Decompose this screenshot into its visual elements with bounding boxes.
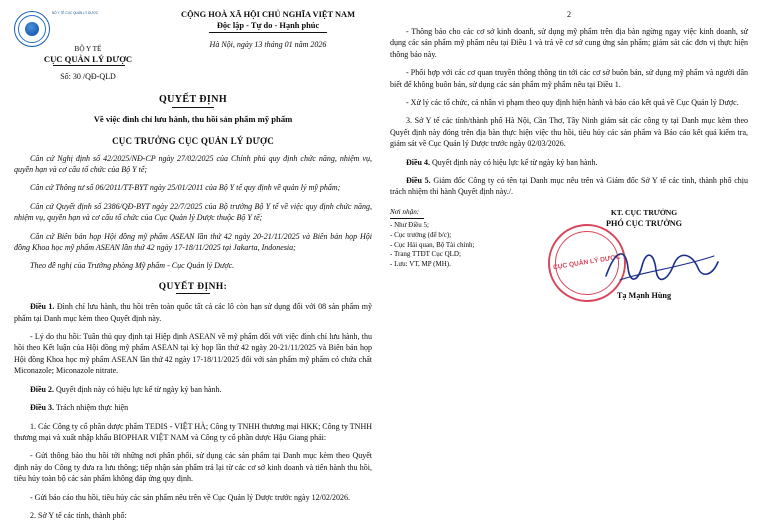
page-number: 2 [567,10,571,19]
agency-underline [53,65,125,66]
article-paragraph [390,97,748,108]
emblem-core [25,22,39,36]
recipient-item: - Cục trưởng (để b/c); [390,231,452,240]
motto-underline [209,32,327,33]
article-paragraph [14,510,372,521]
signer-role-line2: PHÓ CỤC TRƯỞNG [606,218,682,228]
recipients-list [390,208,540,270]
recipient-item: - Lưu: VT, MP (MH). [390,259,451,268]
preamble-paragraph: Theo đề nghị của Trưởng phòng Mỹ phẩm - Cục Quản lý Dược. [30,261,235,271]
article-text: Giám đốc Công ty có tên tại Danh mục nêu trên và Giám đốc Sở Y tế các tỉnh, thành phố chịu trách nhiệm thi hành Quyết định này./. [390,176,749,197]
decides-underline [176,293,210,294]
article-text: - Gửi thông báo thu hồi tới những nơi phân phối, sử dụng các sản phẩm tại Danh mục kèm theo Quyết định này do Công ty đưa ra lưu thông; tiếp nhận sản phẩm trả lại từ các cơ sở kinh doanh và tiến hành thu hồi, tiêu hủy toàn bộ các sản phẩm không đáp ứng quy định. [14,451,372,484]
article-paragraph [14,331,372,377]
article-label: Điều 2. [30,384,54,394]
article-paragraph [390,26,748,60]
article-text: - Phối hợp với các cơ quan truyền thông thông tin tới các cơ sở buôn bán, sử dụng mỹ phẩm và người dân biết để không buôn bán, sử dụng các sản phẩm mỹ phẩm nêu tại Điều 1. [390,68,748,89]
signature-block [390,208,748,300]
article-paragraph [390,115,748,149]
article-label: Điều 1. [30,302,55,312]
article-paragraph [14,384,372,395]
preamble-paragraph: Căn cứ Quyết định số 2386/QĐ-BYT ngày 22/7/2025 của Bộ trưởng Bộ Y tế về việc quy định chức năng, nhiệm vụ, quyền hạn và cơ cấu tổ chức của Cục Quản lý Dược thuộc Bộ Y tế; [14,201,372,223]
decision-title-underline [172,107,214,108]
recipients-underline [390,218,424,219]
recipient-item: - Cục Hải quan, Bộ Tài chính; [390,240,475,249]
article-text: 1. Các Công ty cổ phần dược phẩm TEDIS - VIỆT HÀ; Công ty TNHH thương mại HKK; Công ty TNHH thương mại và xuất nhập khẩu BIOPHAR VIỆT NAM và Công ty cổ phần dược Hậu Giang phải: [14,421,372,442]
document-column-left [14,10,372,520]
article-paragraph [390,157,748,168]
article-paragraph [390,67,748,90]
article-text: 3. Sở Y tế các tỉnh/thành phố Hà Nội, Cần Thơ, Tây Ninh giám sát các công ty tại Danh mục kèm theo Quyết định này đóng trên địa bàn thực hiện việc thu hồi, tiêu hủy các sản phẩm và Báo cáo kết quả kiểm tra, giám sát về Cục Quản lý Dược trước ngày 02/03/2026. [390,116,748,149]
preamble-paragraph: Căn cứ Nghị định số 42/2025/NĐ-CP ngày 27/02/2025 của Chính phủ quy định chức năng, nhiệm vụ, quyền hạn và cơ cấu tổ chức của Bộ Y tế; [14,153,372,174]
article-paragraph [14,450,372,484]
article-text: Trách nhiệm thực hiện [54,403,129,413]
article-text: Quyết định này có hiệu lực kể từ ngày ký ban hành. [54,384,222,394]
article-paragraph [14,492,372,503]
document-column-right [390,10,748,492]
article-label: Điều 4. [406,157,430,167]
preamble-paragraph: Căn cứ Thông tư số 06/2011/TT-BYT ngày 25/01/2011 của Bộ Y tế quy định về quản lý mỹ phẩm; [30,183,341,193]
nation-title: CỘNG HOÀ XÃ HỘI CHỦ NGHĨA VIỆT NAM [181,10,355,19]
article-text: Quyết định này có hiệu lực kể từ ngày ký ban hành. [430,157,598,167]
agency-name: CỤC QUẢN LÝ DƯỢC [43,54,133,64]
decision-title: QUYẾT ĐỊNH [159,94,227,105]
signer-role-line1: KT. CỤC TRƯỞNG [610,207,678,217]
document-number: Số: 30 /QĐ-QLD [60,72,116,81]
document-header [14,10,372,81]
article-text: - Xử lý các tổ chức, cá nhân vi phạm theo quy định hiện hành và báo cáo kết quả về Cục Quản lý Dược. [406,98,739,108]
emblem-caption: BỘ Y TẾ CỤC QUẢN LÝ DƯỢC [52,11,99,15]
issuer-title: CỤC TRƯỞNG CỤC QUẢN LÝ DƯỢC [112,135,274,146]
ministry-emblem-icon [14,11,50,47]
nation-motto: Độc lập - Tự do - Hạnh phúc [216,21,320,30]
recipient-item: - Như Điều 5; [390,221,429,230]
preamble-paragraph: Căn cứ Biên bản họp Hội đồng mỹ phẩm ASEAN lần thứ 42 ngày 20-21/11/2025 và Biên bản họp Hội đồng Khoa học mỹ phẩm ASEAN lần thứ 42 ngày 17-18/11/2025 tại Jakarta, Indonesia; [14,231,372,252]
ministry-name: BỘ Y TẾ [74,45,102,53]
decides-heading: QUYẾT ĐỊNH: [158,281,228,292]
seal-text: CỤC QUẢN LÝ DƯỢC [552,253,622,272]
recipient-item: - Trang TTĐT Cục QLD; [390,250,461,259]
agency-logo-row [14,10,164,47]
article-paragraph [390,175,748,198]
decision-subject: Về việc đình chỉ lưu hành, thu hồi sản phẩm mỹ phẩm [93,113,293,124]
article-paragraph [14,421,372,444]
article-text: - Lý do thu hồi: Tuân thủ quy định tại Hiệp định ASEAN về mỹ phẩm đối với việc đình chỉ lưu hành, thu hồi theo Kết luận của Hội đồng mỹ phẩm ASEAN tại kỳ họp lần thứ 42 ngày 20-21/11/2025 và Biên bản họp Hội đồng Khoa học mỹ phẩm ASEAN lần thứ 42 ngày 17-18/11/2025 đối với sản phẩm mỹ phẩm có chứa chất Miconazole; Miconazole nitrate. [14,332,372,376]
article-text: - Thông báo cho các cơ sở kinh doanh, sử dụng mỹ phẩm trên địa bàn ngừng ngay việc kinh doanh, sử dụng các sản phẩm mỹ phẩm nêu tại Điều 1 và trả về cơ sở cung ứng sản phẩm; giám sát các đơn vị thực hiện thông báo này. [390,27,748,59]
place-and-date: Hà Nội, ngày 13 tháng 01 năm 2026 [209,40,327,49]
header-agency-block [14,10,164,81]
article-text: 2. Sở Y tế các tỉnh, thành phố: [30,510,127,520]
signer-block [540,208,748,300]
recipients-title: Nơi nhận: [390,207,420,216]
article-text: Đình chỉ lưu hành, thu hồi trên toàn quốc tất cả các lô còn hạn sử dụng đối với 08 sản phẩm mỹ phẩm tại Danh mục kèm theo Quyết định này. [14,302,372,323]
article-paragraph [14,301,372,324]
signer-name: Tạ Mạnh Hùng [616,290,672,300]
article-text: - Gửi báo cáo thu hồi, tiêu hủy các sản phẩm nêu trên về Cục Quản lý Dược trước ngày 12/02/2026. [30,492,351,502]
article-paragraph [14,402,372,413]
header-nation-block [164,10,372,49]
article-label: Điều 3. [30,403,54,413]
article-label: Điều 5. [406,176,431,186]
